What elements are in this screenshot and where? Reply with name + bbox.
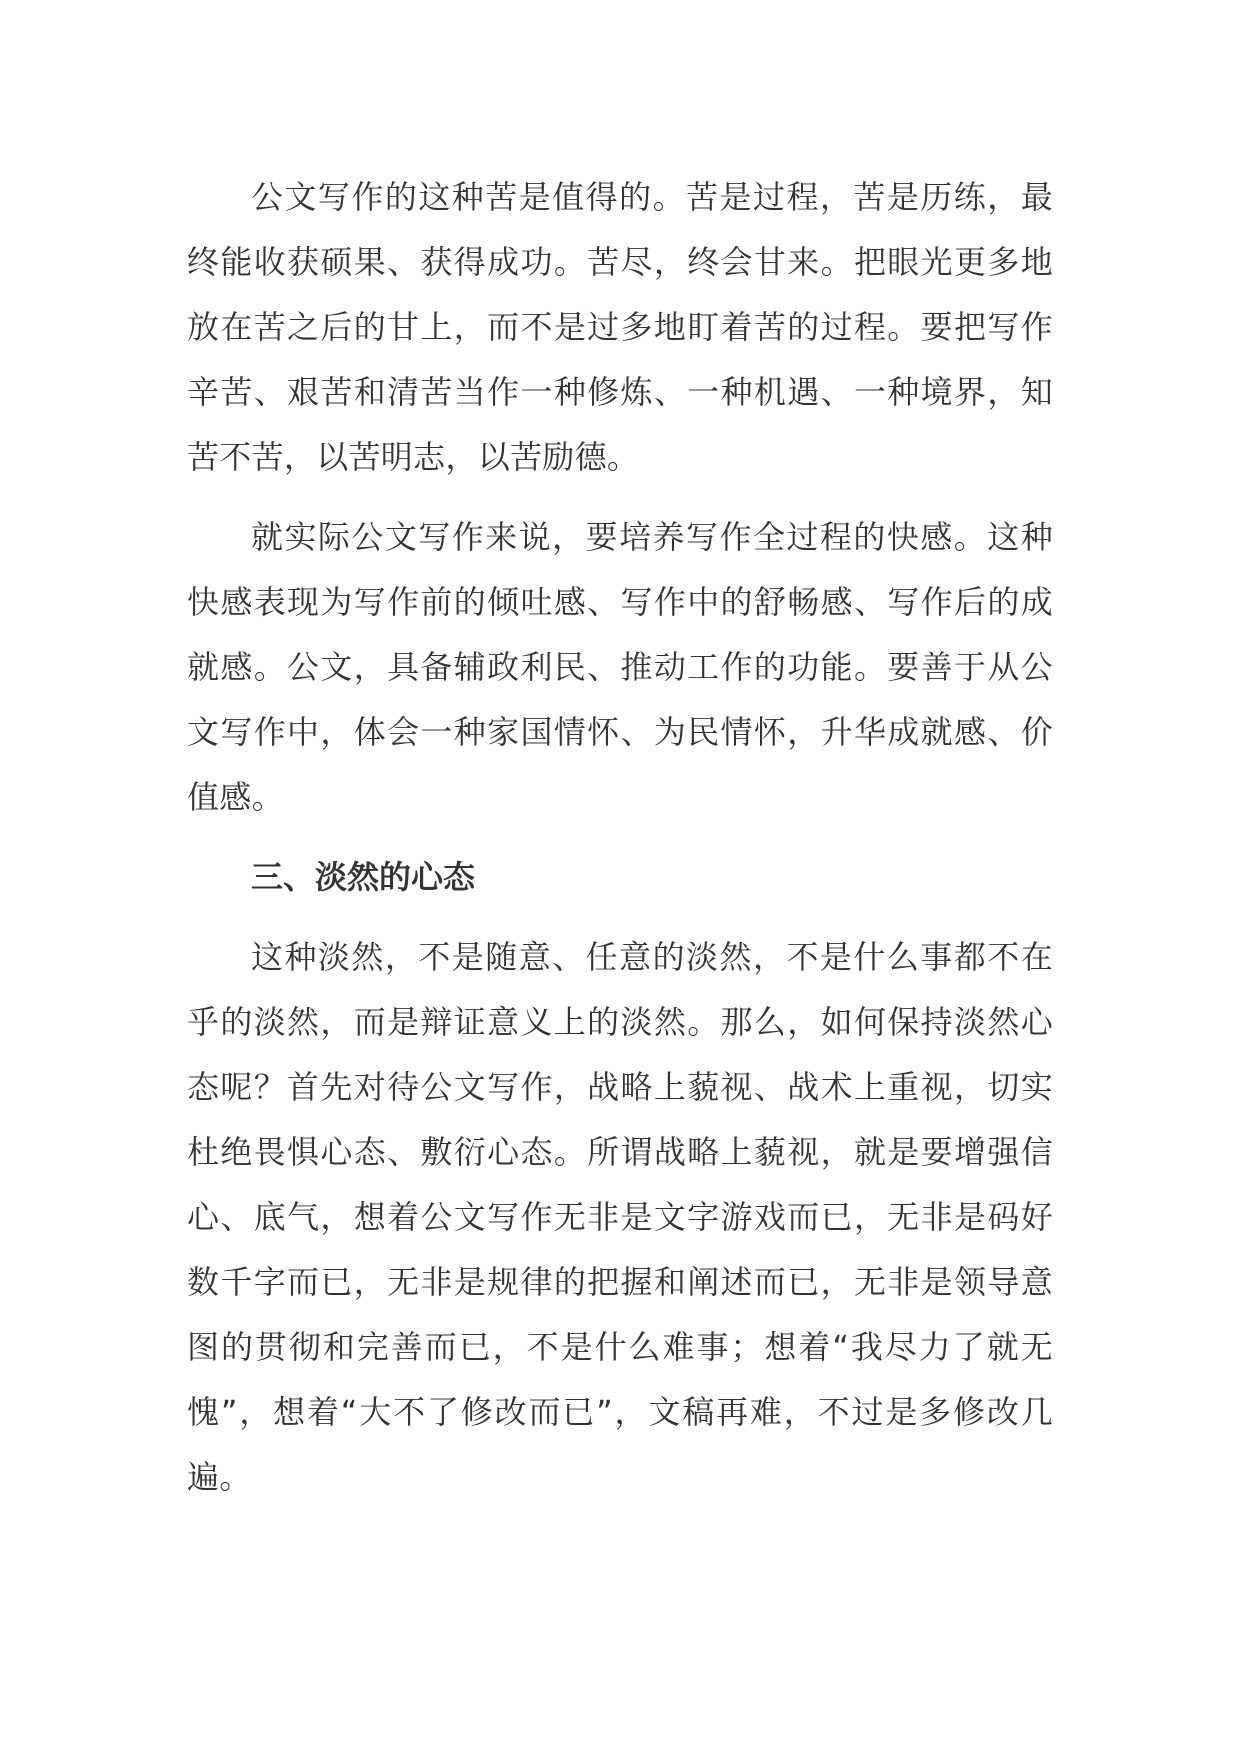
paragraph-calm-mindset: 这种淡然，不是随意、任意的淡然，不是什么事都不在乎的淡然，而是辩证意义上的淡然。那么，如何保持淡然心态呢？首先对待公文写作，战略上藐视、战术上重视，切实杜绝畏惧心态、敷衍心态。所谓战略上藐视，就是要增强信心、底气，想着公文写作无非是文字游戏而已，无非是码好数千字而已，无非是规律的把握和阐述而已，无非是领导意图的贯彻和完善而已，不是什么难事；想着“我尽力了就无愧”，想着“大不了修改而已”，文稿再难，不过是多修改几遍。 bbox=[187, 938, 1053, 1496]
document-body bbox=[187, 165, 1053, 1525]
paragraph-bitterness-worth: 公文写作的这种苦是值得的。苦是过程，苦是历练，最终能收获硕果、获得成功。苦尽，终会甘来。把眼光更多地放在苦之后的甘上，而不是过多地盯着苦的过程。要把写作辛苦、艰苦和清苦当作一种修炼、一种机遇、一种境界，知苦不苦，以苦明志，以苦励德。 bbox=[187, 178, 1053, 476]
paragraph-writing-pleasure: 就实际公文写作来说，要培养写作全过程的快感。这种快感表现为写作前的倾吐感、写作中的舒畅感、写作后的成就感。公文，具备辅政利民、推动工作的功能。要善于从公文写作中，体会一种家国情怀、为民情怀，升华成就感、价值感。 bbox=[187, 518, 1053, 816]
section-heading: 三、淡然的心态 bbox=[251, 858, 476, 896]
